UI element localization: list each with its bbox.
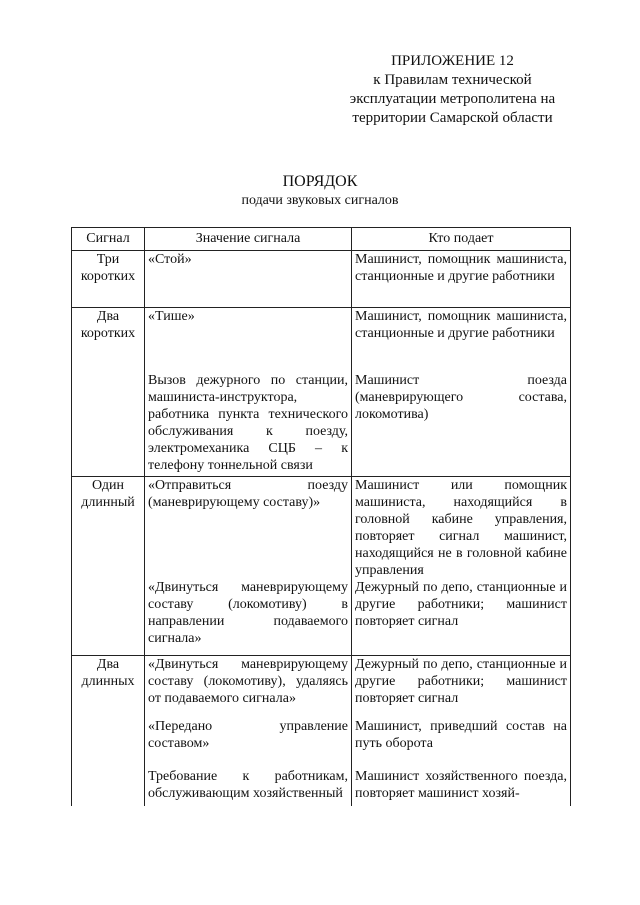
signals-table — [71, 227, 571, 806]
appendix-line: эксплуатации метрополитена на — [349, 91, 556, 107]
table-header-row — [72, 228, 571, 251]
signal-word: Два — [96, 657, 120, 672]
meaning-cell: «Двинуться маневрирующему составу (локомотиву) в направлении подаваемого сигнала» — [145, 579, 352, 656]
table-row — [72, 656, 571, 719]
who-cell: Машинист хозяйственного поезда, повторяет машинист хозяй- — [352, 768, 571, 806]
meaning-cell: «Тише» — [145, 308, 352, 373]
column-header-who: Кто подает — [352, 228, 571, 251]
who-cell: Машинист или помощник машиниста, находящийся в головной кабине управления, повторяет сигнал машинист, находящийся не в головной кабине управления — [352, 477, 571, 580]
table-row — [72, 477, 571, 580]
table-row — [72, 579, 571, 656]
meaning-cell: Требование к работникам, обслуживающим хозяйственный — [145, 768, 352, 806]
signal-word: длинный — [81, 495, 135, 510]
document-title: ПОРЯДОК — [282, 173, 358, 190]
table-row — [72, 768, 571, 806]
table-row — [72, 718, 571, 768]
who-cell: Машинист, приведший состав на путь оборота — [352, 718, 571, 768]
meaning-cell: Вызов дежурного по станции, машиниста-инструктора, работника пункта технического обслуживания к поезду, электромеханика СЦБ – к телефону тоннельной связи — [145, 372, 352, 477]
document-subtitle: подачи звуковых сигналов — [241, 193, 399, 208]
table-row — [72, 251, 571, 308]
meaning-cell: «Стой» — [145, 251, 352, 308]
signal-word: коротких — [80, 269, 136, 284]
signal-cell — [72, 656, 145, 807]
signal-word: коротких — [80, 326, 136, 341]
who-cell: Дежурный по депо, станционные и другие работники; машинист повторяет сигнал — [352, 579, 571, 656]
meaning-cell: «Отправиться поезду (маневрирующему составу)» — [145, 477, 352, 580]
signal-word: Три — [96, 252, 120, 267]
who-cell: Машинист, помощник машиниста, станционные и другие работники — [352, 308, 571, 373]
appendix-number: ПРИЛОЖЕНИЕ 12 — [391, 53, 514, 69]
who-cell: Дежурный по депо, станционные и другие работники; машинист повторяет сигнал — [352, 656, 571, 719]
table-row — [72, 308, 571, 373]
meaning-cell: «Передано управление составом» — [145, 718, 352, 768]
who-cell: Машинист поезда (маневрирующего состава, локомотива) — [352, 372, 571, 477]
signal-cell — [72, 251, 145, 308]
signal-cell — [72, 477, 145, 656]
signal-word: Один — [91, 478, 125, 493]
column-header-meaning: Значение сигнала — [145, 228, 352, 251]
appendix-header — [330, 52, 575, 128]
meaning-cell: «Двинуться маневрирующему составу (локомотиву), удаляясь от подаваемого сигнала» — [145, 656, 352, 719]
signal-cell — [72, 308, 145, 477]
table-row — [72, 372, 571, 477]
signal-word: Два — [96, 309, 120, 324]
signal-word: длинных — [81, 674, 135, 689]
appendix-line: территории Самарской области — [352, 110, 553, 126]
appendix-line: к Правилам технической — [373, 72, 532, 88]
who-cell: Машинист, помощник машиниста, станционные и другие работники — [352, 251, 571, 308]
column-header-signal: Сигнал — [72, 228, 145, 251]
